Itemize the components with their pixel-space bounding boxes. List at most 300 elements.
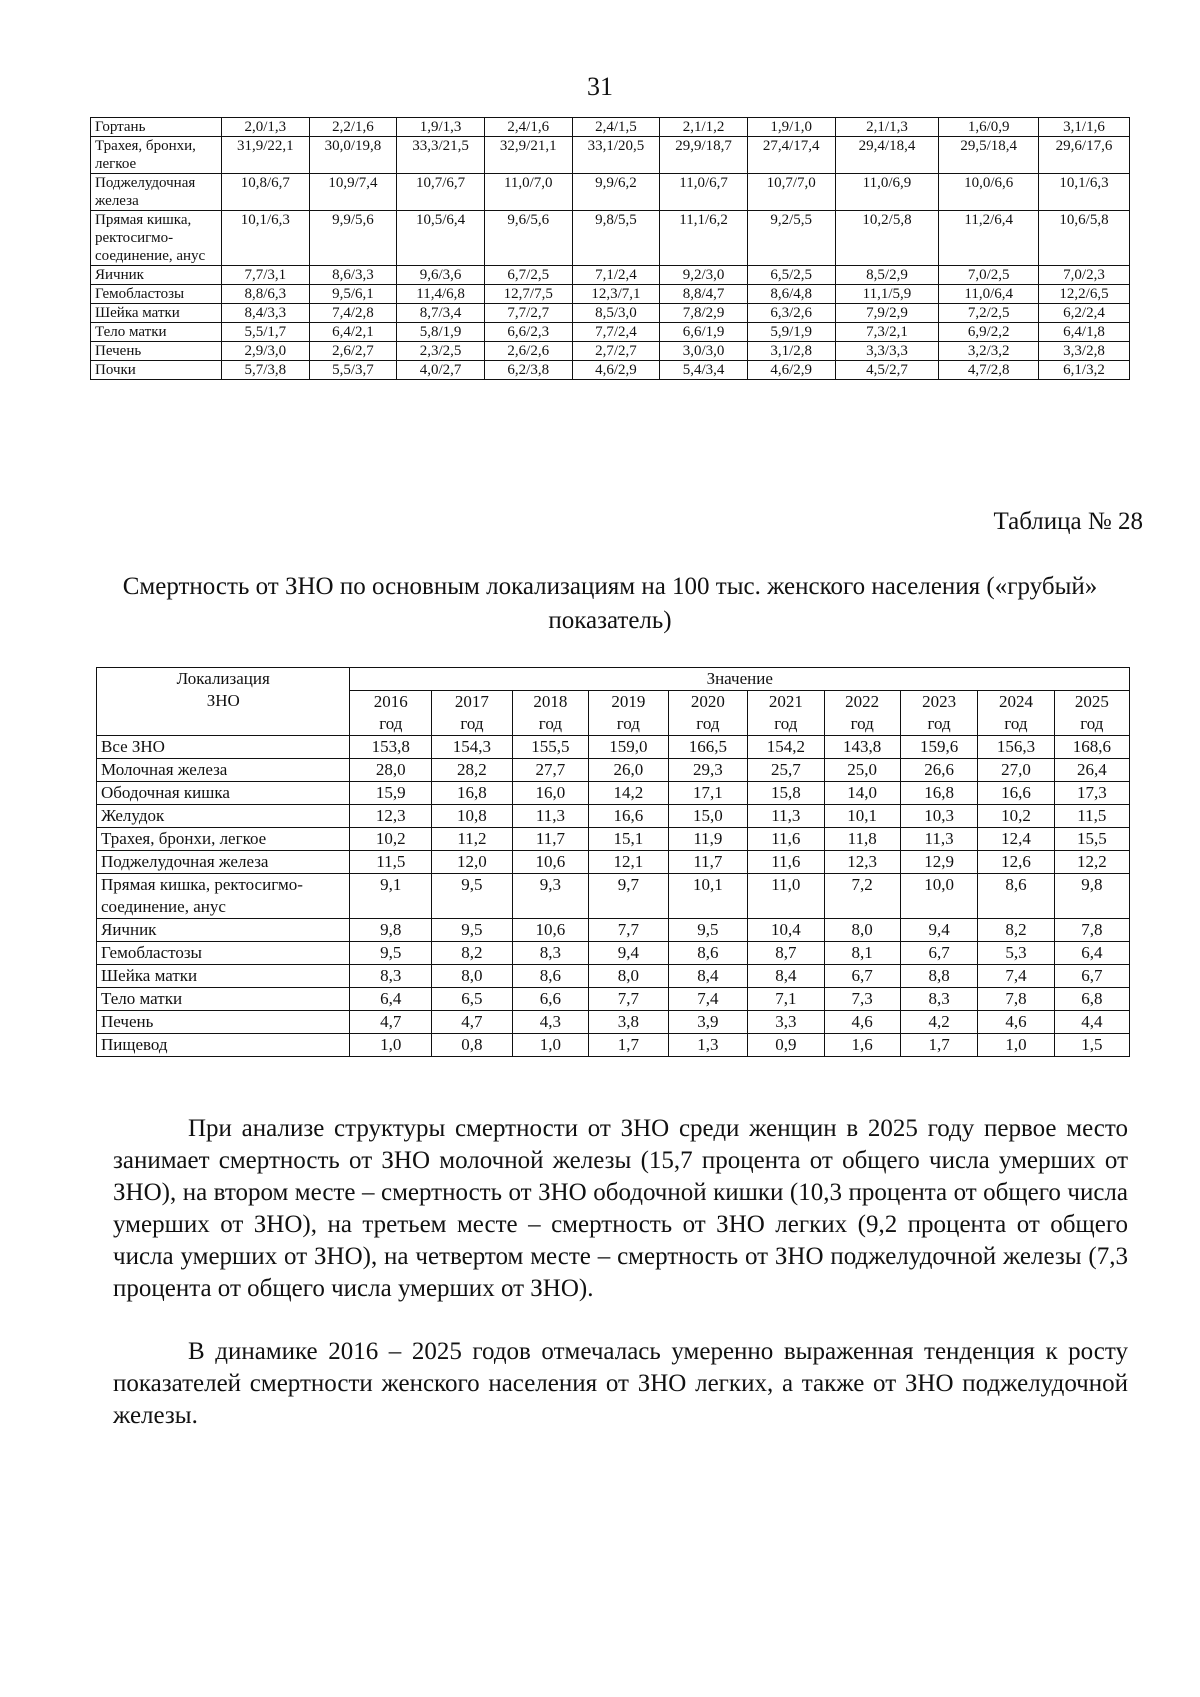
table-cell: 26,6 bbox=[900, 759, 977, 782]
table-cell: 10,7/6,7 bbox=[397, 174, 485, 211]
table-cell: 9,5 bbox=[350, 942, 432, 965]
table-cell: 12,6 bbox=[978, 851, 1054, 874]
table-cell: 7,0/2,5 bbox=[939, 266, 1039, 285]
table-cell: 9,2/3,0 bbox=[660, 266, 748, 285]
table-cell: 2,4/1,5 bbox=[572, 118, 660, 137]
table-cell: 8,8/4,7 bbox=[660, 285, 748, 304]
table-cell: 6,4 bbox=[350, 988, 432, 1011]
table-cell: 8,0 bbox=[589, 965, 669, 988]
table-cell: 4,7 bbox=[350, 1011, 432, 1034]
table-cell: 15,0 bbox=[668, 805, 748, 828]
table-cell: 7,1 bbox=[748, 988, 824, 1011]
table-cell: 15,1 bbox=[589, 828, 669, 851]
table-cell: 8,4 bbox=[668, 965, 748, 988]
table-cell: 5,7/3,8 bbox=[221, 361, 309, 380]
table-cell: 16,8 bbox=[432, 782, 513, 805]
table-cell: 8,6/4,8 bbox=[747, 285, 835, 304]
table-cell: 3,1/1,6 bbox=[1039, 118, 1130, 137]
row-label: Прямая кишка, ректосигмо-соединение, анус bbox=[97, 874, 350, 919]
table-cell: 6,4 bbox=[1054, 942, 1129, 965]
table-cell: 10,1/6,3 bbox=[1039, 174, 1130, 211]
table-row bbox=[97, 1034, 1130, 1057]
table-cell: 12,0 bbox=[432, 851, 513, 874]
table-cell: 9,2/5,5 bbox=[747, 211, 835, 266]
table-cell: 5,3 bbox=[978, 942, 1054, 965]
year-value: 2017 bbox=[454, 692, 489, 711]
value-header: Значение bbox=[350, 668, 1130, 691]
table-cell: 1,3 bbox=[668, 1034, 748, 1057]
table-cell: 9,7 bbox=[589, 874, 669, 919]
table-cell: 7,2/2,5 bbox=[939, 304, 1039, 323]
table-cell: 1,5 bbox=[1054, 1034, 1129, 1057]
table-cell: 8,7 bbox=[748, 942, 824, 965]
table-cell: 11,4/6,8 bbox=[397, 285, 485, 304]
table-row bbox=[97, 782, 1130, 805]
table-row bbox=[91, 342, 1130, 361]
table-cell: 7,2 bbox=[824, 874, 900, 919]
table-cell: 8,8 bbox=[900, 965, 977, 988]
table-row bbox=[91, 137, 1130, 174]
row-label: Ободочная кишка bbox=[97, 782, 350, 805]
table-cell: 3,9 bbox=[668, 1011, 748, 1034]
prev-table bbox=[90, 117, 1130, 380]
row-label: Тело матки bbox=[97, 988, 350, 1011]
table-caption: Таблица № 28 bbox=[993, 508, 1143, 535]
table-cell: 1,6 bbox=[824, 1034, 900, 1057]
table-row bbox=[97, 919, 1130, 942]
table-cell: 1,7 bbox=[900, 1034, 977, 1057]
table-cell: 11,1/6,2 bbox=[660, 211, 748, 266]
header-row bbox=[97, 668, 1130, 691]
localization-header-line2: ЗНО bbox=[206, 691, 240, 710]
table-cell: 10,9/7,4 bbox=[309, 174, 397, 211]
year-suffix: год bbox=[850, 714, 874, 733]
table-cell: 11,6 bbox=[748, 851, 824, 874]
row-label: Печень bbox=[97, 1011, 350, 1034]
year-suffix: год bbox=[616, 714, 640, 733]
table-cell: 143,8 bbox=[824, 736, 900, 759]
table-cell: 5,8/1,9 bbox=[397, 323, 485, 342]
table-cell: 10,4 bbox=[748, 919, 824, 942]
year-header bbox=[512, 691, 588, 736]
table-cell: 10,8/6,7 bbox=[221, 174, 309, 211]
table-cell: 6,2/2,4 bbox=[1039, 304, 1130, 323]
table-cell: 27,0 bbox=[978, 759, 1054, 782]
table-cell: 166,5 bbox=[668, 736, 748, 759]
table-cell: 11,7 bbox=[668, 851, 748, 874]
year-value: 2019 bbox=[611, 692, 646, 711]
table-cell: 11,3 bbox=[512, 805, 588, 828]
table-cell: 6,7 bbox=[1054, 965, 1129, 988]
table-row bbox=[97, 759, 1130, 782]
table-cell: 168,6 bbox=[1054, 736, 1129, 759]
row-label: Гортань bbox=[91, 118, 222, 137]
page-number: 31 bbox=[587, 72, 613, 101]
table-cell: 16,0 bbox=[512, 782, 588, 805]
dynamics-paragraph: В динамике 2016 – 2025 годов отмечалась умеренно выраженная тенденция к росту показателей смертности женского населения от ЗНО легких, а также от ЗНО поджелудочной железы. bbox=[113, 1338, 1128, 1429]
table-cell: 12,4 bbox=[978, 828, 1054, 851]
table-cell: 12,2/6,5 bbox=[1039, 285, 1130, 304]
table-cell: 10,2 bbox=[978, 805, 1054, 828]
table-cell: 156,3 bbox=[978, 736, 1054, 759]
table-cell: 8,8/6,3 bbox=[221, 285, 309, 304]
table-cell: 10,8 bbox=[432, 805, 513, 828]
table-cell: 7,0/2,3 bbox=[1039, 266, 1130, 285]
table-cell: 8,7/3,4 bbox=[397, 304, 485, 323]
table-cell: 9,8 bbox=[1054, 874, 1129, 919]
year-value: 2021 bbox=[768, 692, 803, 711]
table-cell: 1,0 bbox=[512, 1034, 588, 1057]
table-cell: 27,4/17,4 bbox=[747, 137, 835, 174]
row-label: Желудок bbox=[97, 805, 350, 828]
table-cell: 159,0 bbox=[589, 736, 669, 759]
table-cell: 33,1/20,5 bbox=[572, 137, 660, 174]
table-cell: 6,6 bbox=[512, 988, 588, 1011]
table-cell: 10,6 bbox=[512, 851, 588, 874]
year-value: 2025 bbox=[1074, 692, 1109, 711]
table-cell: 9,4 bbox=[900, 919, 977, 942]
table-cell: 8,0 bbox=[824, 919, 900, 942]
table-cell: 4,6 bbox=[978, 1011, 1054, 1034]
year-suffix: год bbox=[538, 714, 562, 733]
table-cell: 15,9 bbox=[350, 782, 432, 805]
table-cell: 155,5 bbox=[512, 736, 588, 759]
table-cell: 10,6 bbox=[512, 919, 588, 942]
table-cell: 17,1 bbox=[668, 782, 748, 805]
table-cell: 9,6/3,6 bbox=[397, 266, 485, 285]
year-suffix: год bbox=[696, 714, 720, 733]
table-cell: 8,2 bbox=[978, 919, 1054, 942]
table-cell: 8,0 bbox=[432, 965, 513, 988]
table-row bbox=[91, 118, 1130, 137]
table-cell: 11,1/5,9 bbox=[835, 285, 939, 304]
table-cell: 3,3 bbox=[748, 1011, 824, 1034]
table-cell: 4,6 bbox=[824, 1011, 900, 1034]
year-value: 2020 bbox=[690, 692, 725, 711]
table-cell: 7,7/2,4 bbox=[572, 323, 660, 342]
table-row bbox=[91, 285, 1130, 304]
table-row bbox=[97, 805, 1130, 828]
table-cell: 1,9/1,0 bbox=[747, 118, 835, 137]
table-cell: 30,0/19,8 bbox=[309, 137, 397, 174]
table-row bbox=[91, 323, 1130, 342]
table-cell: 31,9/22,1 bbox=[221, 137, 309, 174]
table-cell: 11,2 bbox=[432, 828, 513, 851]
table-cell: 11,6 bbox=[748, 828, 824, 851]
table-cell: 7,4 bbox=[668, 988, 748, 1011]
table-cell: 11,0 bbox=[748, 874, 824, 919]
table-cell: 8,2 bbox=[432, 942, 513, 965]
table-cell: 9,8 bbox=[350, 919, 432, 942]
table-cell: 4,6/2,9 bbox=[747, 361, 835, 380]
row-label: Яичник bbox=[91, 266, 222, 285]
table-cell: 10,2 bbox=[350, 828, 432, 851]
table-cell: 16,6 bbox=[978, 782, 1054, 805]
table-cell: 4,2 bbox=[900, 1011, 977, 1034]
table-cell: 4,3 bbox=[512, 1011, 588, 1034]
table-cell: 12,1 bbox=[589, 851, 669, 874]
table-cell: 8,3 bbox=[512, 942, 588, 965]
table-row bbox=[97, 942, 1130, 965]
year-header bbox=[978, 691, 1054, 736]
table-cell: 10,1 bbox=[668, 874, 748, 919]
table-cell: 12,3/7,1 bbox=[572, 285, 660, 304]
table-cell: 6,6/2,3 bbox=[484, 323, 572, 342]
table-cell: 8,1 bbox=[824, 942, 900, 965]
year-suffix: год bbox=[460, 714, 484, 733]
row-label: Трахея, бронхи, легкое bbox=[97, 828, 350, 851]
year-header bbox=[589, 691, 669, 736]
table-cell: 5,5/3,7 bbox=[309, 361, 397, 380]
table-cell: 1,0 bbox=[350, 1034, 432, 1057]
table-row bbox=[91, 361, 1130, 380]
table-cell: 11,5 bbox=[1054, 805, 1129, 828]
table-cell: 2,3/2,5 bbox=[397, 342, 485, 361]
year-header bbox=[748, 691, 824, 736]
table-cell: 2,1/1,2 bbox=[660, 118, 748, 137]
row-label: Молочная железа bbox=[97, 759, 350, 782]
table-cell: 7,3/2,1 bbox=[835, 323, 939, 342]
table-cell: 7,7/3,1 bbox=[221, 266, 309, 285]
table-cell: 26,4 bbox=[1054, 759, 1129, 782]
year-value: 2022 bbox=[845, 692, 880, 711]
table-cell: 9,8/5,5 bbox=[572, 211, 660, 266]
table-cell: 6,8 bbox=[1054, 988, 1129, 1011]
table-cell: 16,6 bbox=[589, 805, 669, 828]
table-cell: 4,7/2,8 bbox=[939, 361, 1039, 380]
table-cell: 11,2/6,4 bbox=[939, 211, 1039, 266]
table-cell: 16,8 bbox=[900, 782, 977, 805]
table-cell: 15,8 bbox=[748, 782, 824, 805]
table-cell: 6,5/2,5 bbox=[747, 266, 835, 285]
table-cell: 29,6/17,6 bbox=[1039, 137, 1130, 174]
table-cell: 28,0 bbox=[350, 759, 432, 782]
table-cell: 9,1 bbox=[350, 874, 432, 919]
table-cell: 17,3 bbox=[1054, 782, 1129, 805]
row-label: Яичник bbox=[97, 919, 350, 942]
table-cell: 33,3/21,5 bbox=[397, 137, 485, 174]
year-header bbox=[668, 691, 748, 736]
mortality-table bbox=[96, 667, 1130, 1057]
table-cell: 9,5 bbox=[432, 874, 513, 919]
table-cell: 4,5/2,7 bbox=[835, 361, 939, 380]
table-cell: 5,5/1,7 bbox=[221, 323, 309, 342]
table-cell: 10,0 bbox=[900, 874, 977, 919]
table-cell: 28,2 bbox=[432, 759, 513, 782]
table-cell: 8,6 bbox=[668, 942, 748, 965]
table-cell: 3,0/3,0 bbox=[660, 342, 748, 361]
row-label: Прямая кишка, ректосигмо-соединение, анус bbox=[91, 211, 222, 266]
table-cell: 7,4 bbox=[978, 965, 1054, 988]
row-label: Поджелудочная железа bbox=[91, 174, 222, 211]
table-row bbox=[91, 174, 1130, 211]
year-value: 2016 bbox=[373, 692, 408, 711]
year-value: 2024 bbox=[998, 692, 1033, 711]
table-cell: 6,7/2,5 bbox=[484, 266, 572, 285]
row-label: Поджелудочная железа bbox=[97, 851, 350, 874]
table-cell: 8,5/3,0 bbox=[572, 304, 660, 323]
row-label: Почки bbox=[91, 361, 222, 380]
table-cell: 7,1/2,4 bbox=[572, 266, 660, 285]
table-cell: 6,7 bbox=[900, 942, 977, 965]
year-value: 2023 bbox=[922, 692, 957, 711]
table-cell: 7,9/2,9 bbox=[835, 304, 939, 323]
table-cell: 6,2/3,8 bbox=[484, 361, 572, 380]
row-label: Трахея, бронхи, легкое bbox=[91, 137, 222, 174]
analysis-paragraph: При анализе структуры смертности от ЗНО среди женщин в 2025 году первое место занимает смертность от ЗНО молочной железы (15,7 процента от общего числа умерших от ЗНО), на втором месте – смертность от ЗНО ободочной кишки (10,3 процента от общего числа умерших от ЗНО), на третьем месте – смертность от ЗНО легких (9,2 процента от общего числа умерших от ЗНО), на четвертом месте – смертность от ЗНО поджелудочной железы (7,3 процента от общего числа умерших от ЗНО). bbox=[113, 1115, 1128, 1302]
table-cell: 0,9 bbox=[748, 1034, 824, 1057]
table-cell: 4,7 bbox=[432, 1011, 513, 1034]
table-cell: 2,0/1,3 bbox=[221, 118, 309, 137]
table-cell: 3,3/3,3 bbox=[835, 342, 939, 361]
table-cell: 2,6/2,7 bbox=[309, 342, 397, 361]
table-row bbox=[97, 965, 1130, 988]
table-cell: 11,3 bbox=[900, 828, 977, 851]
table-cell: 29,3 bbox=[668, 759, 748, 782]
year-suffix: год bbox=[1080, 714, 1104, 733]
year-header bbox=[900, 691, 977, 736]
table-cell: 10,7/7,0 bbox=[747, 174, 835, 211]
table-cell: 6,5 bbox=[432, 988, 513, 1011]
table-row bbox=[97, 1011, 1130, 1034]
table-cell: 7,7 bbox=[589, 988, 669, 1011]
table-cell: 15,5 bbox=[1054, 828, 1129, 851]
table-cell: 12,9 bbox=[900, 851, 977, 874]
table-cell: 12,3 bbox=[350, 805, 432, 828]
year-suffix: год bbox=[379, 714, 403, 733]
table-cell: 6,3/2,6 bbox=[747, 304, 835, 323]
table-cell: 8,3 bbox=[350, 965, 432, 988]
table-cell: 9,5 bbox=[668, 919, 748, 942]
table-cell: 10,1/6,3 bbox=[221, 211, 309, 266]
table-cell: 8,6 bbox=[978, 874, 1054, 919]
table-cell: 7,8/2,9 bbox=[660, 304, 748, 323]
table-cell: 4,0/2,7 bbox=[397, 361, 485, 380]
table-cell: 27,7 bbox=[512, 759, 588, 782]
year-suffix: год bbox=[774, 714, 798, 733]
table-cell: 153,8 bbox=[350, 736, 432, 759]
table-cell: 5,9/1,9 bbox=[747, 323, 835, 342]
table-cell: 6,7 bbox=[824, 965, 900, 988]
table-cell: 154,2 bbox=[748, 736, 824, 759]
table-cell: 6,9/2,2 bbox=[939, 323, 1039, 342]
table-cell: 6,1/3,2 bbox=[1039, 361, 1130, 380]
table-cell: 2,1/1,3 bbox=[835, 118, 939, 137]
table-cell: 10,3 bbox=[900, 805, 977, 828]
table-row bbox=[97, 828, 1130, 851]
table-cell: 11,9 bbox=[668, 828, 748, 851]
table-cell: 10,6/5,8 bbox=[1039, 211, 1130, 266]
row-label: Пищевод bbox=[97, 1034, 350, 1057]
table-cell: 9,5 bbox=[432, 919, 513, 942]
table-cell: 2,4/1,6 bbox=[484, 118, 572, 137]
table-cell: 8,3 bbox=[900, 988, 977, 1011]
table-cell: 7,7 bbox=[589, 919, 669, 942]
table-cell: 6,4/1,8 bbox=[1039, 323, 1130, 342]
table-cell: 10,0/6,6 bbox=[939, 174, 1039, 211]
table-cell: 9,4 bbox=[589, 942, 669, 965]
table-cell: 14,2 bbox=[589, 782, 669, 805]
table-cell: 3,2/3,2 bbox=[939, 342, 1039, 361]
table-cell: 9,3 bbox=[512, 874, 588, 919]
table-cell: 6,6/1,9 bbox=[660, 323, 748, 342]
table-cell: 159,6 bbox=[900, 736, 977, 759]
table-cell: 26,0 bbox=[589, 759, 669, 782]
table-row bbox=[91, 304, 1130, 323]
table-cell: 12,7/7,5 bbox=[484, 285, 572, 304]
table-row bbox=[91, 266, 1130, 285]
table-cell: 29,4/18,4 bbox=[835, 137, 939, 174]
table-row bbox=[91, 211, 1130, 266]
table-cell: 9,6/5,6 bbox=[484, 211, 572, 266]
table-cell: 32,9/21,1 bbox=[484, 137, 572, 174]
table-cell: 2,6/2,6 bbox=[484, 342, 572, 361]
table-cell: 8,5/2,9 bbox=[835, 266, 939, 285]
table-cell: 11,5 bbox=[350, 851, 432, 874]
table-cell: 10,5/6,4 bbox=[397, 211, 485, 266]
table-cell: 8,6/3,3 bbox=[309, 266, 397, 285]
table-cell: 9,5/6,1 bbox=[309, 285, 397, 304]
table-cell: 11,0/7,0 bbox=[484, 174, 572, 211]
table-cell: 11,0/6,4 bbox=[939, 285, 1039, 304]
table-cell: 10,2/5,8 bbox=[835, 211, 939, 266]
table-cell: 2,7/2,7 bbox=[572, 342, 660, 361]
table-cell: 25,0 bbox=[824, 759, 900, 782]
table-row bbox=[97, 851, 1130, 874]
table-cell: 11,7 bbox=[512, 828, 588, 851]
table-cell: 11,0/6,7 bbox=[660, 174, 748, 211]
table-cell: 1,6/0,9 bbox=[939, 118, 1039, 137]
localization-header bbox=[97, 668, 350, 736]
table-cell: 7,7/2,7 bbox=[484, 304, 572, 323]
table-cell: 11,3 bbox=[748, 805, 824, 828]
table-cell: 3,3/2,8 bbox=[1039, 342, 1130, 361]
table-cell: 3,1/2,8 bbox=[747, 342, 835, 361]
table-title: Смертность от ЗНО по основным локализациям на 100 тыс. женского населения («грубый» показатель) bbox=[122, 573, 1098, 634]
table-cell: 8,4/3,3 bbox=[221, 304, 309, 323]
year-header bbox=[1054, 691, 1129, 736]
table-cell: 7,3 bbox=[824, 988, 900, 1011]
table-row bbox=[97, 736, 1130, 759]
year-header bbox=[824, 691, 900, 736]
table-cell: 7,8 bbox=[1054, 919, 1129, 942]
table-cell: 1,7 bbox=[589, 1034, 669, 1057]
table-cell: 29,5/18,4 bbox=[939, 137, 1039, 174]
row-label: Шейка матки bbox=[97, 965, 350, 988]
table-cell: 9,9/6,2 bbox=[572, 174, 660, 211]
table-cell: 8,4 bbox=[748, 965, 824, 988]
table-cell: 2,9/3,0 bbox=[221, 342, 309, 361]
row-label: Шейка матки bbox=[91, 304, 222, 323]
year-header bbox=[350, 691, 432, 736]
table-row bbox=[97, 874, 1130, 919]
table-cell: 11,0/6,9 bbox=[835, 174, 939, 211]
table-cell: 154,3 bbox=[432, 736, 513, 759]
table-cell: 14,0 bbox=[824, 782, 900, 805]
table-cell: 1,9/1,3 bbox=[397, 118, 485, 137]
table-cell: 9,9/5,6 bbox=[309, 211, 397, 266]
table-cell: 6,4/2,1 bbox=[309, 323, 397, 342]
row-label: Тело матки bbox=[91, 323, 222, 342]
table-cell: 29,9/18,7 bbox=[660, 137, 748, 174]
table-cell: 8,6 bbox=[512, 965, 588, 988]
table-cell: 7,4/2,8 bbox=[309, 304, 397, 323]
table-cell: 3,8 bbox=[589, 1011, 669, 1034]
table-cell: 5,4/3,4 bbox=[660, 361, 748, 380]
table-cell: 2,2/1,6 bbox=[309, 118, 397, 137]
table-cell: 0,8 bbox=[432, 1034, 513, 1057]
table-cell: 12,3 bbox=[824, 851, 900, 874]
